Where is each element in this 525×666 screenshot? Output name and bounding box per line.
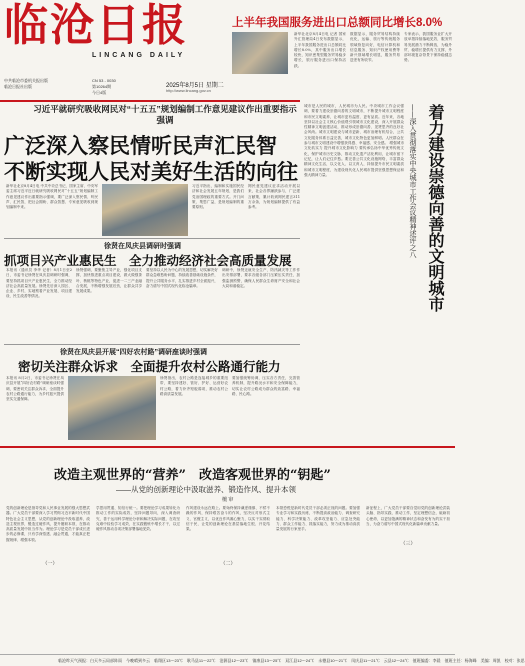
story2-column-1: 本报讯（通讯员 李华 记者）8月1日至2日，市委书记徐贤在凤庆县调研时强调，要坚持抓项目兴产业惠民生，全力推动经济社会高质量发展。徐贤先后深入园区、企业、乡村，实地察看产业发展、项目建设、民生改善等情况。 (6, 268, 72, 299)
lead-story-headline-line-1[interactable]: 广泛深入察民情听民声汇民智 (4, 133, 277, 158)
story2-column-3: 要坚持以人民为中心的发展思想，切实解决好群众急难愁盼问题，持续改善基础设施条件，提升公共服务水平，扎实推进乡村全面振兴，奋力谱写中国式现代化临沧篇章。 (146, 268, 218, 288)
publisher-info (4, 78, 84, 90)
right-column-text: 城市是人民的城市，人民城市为人民。中央城市工作会议强调，要着力建设崇德向善的文明城市，不断提升城市文明程度和市民文明素养，让城市更有温度、更有品质。近年来，各地坚持以社会主义核心价值观引领城市文化建设，深入开展群众性精神文明创建活动，推动形成崇德向善、见贤思齐的良好社会风尚。城市文明建设与城市更新、城市治理有机结合，公共文化服务体系日益完善，城市文化特色更加鲜明。人民群众在参与城市文明建设中增强获得感、幸福感、安全感。 增强城市文化软实力 提升城市文化影响力 要传承弘扬中华优秀传统文化，保护城市历史文脉，推动文化遗产活化利用，让城市留下记忆，让人们记住乡愁。要完善公共文化设施网络，丰富群众精神文化生活，以文化人、以文育人，持续提升市民文明素质和城市文明程度，为建设现代化人民城市提供坚强思想保证和强大精神力量。 (304, 104, 404, 177)
feature-column-3: 作风建设永远在路上。要始终保持谦虚谨慎、不骄不躁的作风，保持艰苦奋斗的作风，坚决反对形式主义、官僚主义，以优良作风凝心聚力，以实干实绩取信于民，让党的创新理论在基层落地生根、开花结果。 (186, 506, 270, 532)
feature-divider (0, 446, 455, 448)
page-count: 今日4版 (92, 90, 107, 95)
issue-number: 第10264期 (92, 84, 112, 89)
feature-headline[interactable]: 改造主观世界的“营养” 改造客观世界的“钥匙” (54, 468, 331, 483)
lead-story-column-1: 新华社北京8月4日电 中共中央总书记、国家主席、中央军委主席习近平近日就研究吸收网民对“十五五”规划编制工作意见建议作出重要指示强调，要广泛深入察民情、听民声、汇民智，把社会期盼、群众智慧、专家意见吸收到规划编制中来。 (6, 184, 98, 210)
section-mark-1: （一） (42, 561, 58, 567)
story2-column-4: 调研中，徐贤还就安全生产、防汛减灾等工作作出安排部署，要求各级各部门压紧压实责任，加强监测预警，确保人民群众生命财产安全和社会大局和谐稳定。 (222, 268, 300, 288)
feature-column-5: 新征程上，广大党员干部要自觉用党的创新理论武装头脑、指导实践、推动工作，坚定理想信念，砥砺初心使命，以更加饱满的精神状态和奋发有为的实干担当，为奋力谱写中国式现代化新篇章贡献力量。 (366, 506, 450, 526)
feature-column-4: 本领恐慌是新时代党员干部必须正视的问题。要加强专业学习和实践历练，不断提高政治能力、调查研究能力、科学决策能力、改革攻坚能力、应急处突能力、群众工作能力、抓落实能力，努力成为推动高质量发展的行家里手。 (276, 506, 360, 532)
lead-story-column-3: 网民意见建议征求活动开展以来，社会各界踊跃参与，广泛建言献策，累计收到网民建言311万余条，为规划编制提供了有益参考。 (248, 184, 300, 210)
footer-weather-credits: 临沧昨天气预报：白天多云局部阵雨 今晚晴到多云 临翔区13～23℃ 耿马县11～22℃ 沧源县12～23℃ 镇康县13～25℃ 双江县12～24℃ 永德县10～21℃ 凤庆县11～21℃ 云县12～24℃ 值班编委：李晨 值班主任：杨海峰 美编：周凯 校对：张思 (0, 654, 455, 665)
masthead-title: 临沧日报 (4, 0, 188, 51)
lead-story-photo (102, 184, 188, 236)
masthead-divider (0, 100, 300, 102)
story3-photo (68, 376, 156, 440)
feature-column-1: 党的创新理论是指导党和人民事业发展的强大思想武器。广大党员干部要深入学习贯彻习近平新时代中国特色社会主义思想，从党的创新理论中汲取滋养，改造主观世界，锻造过硬作风，提升履职本领，在推动高质量发展中担当作为。理论学习是党员干部成长进步的必修课，只有学深悟透、融会贯通，才能真正把握规律、增强本领。 (6, 506, 90, 542)
section-divider-2 (4, 344, 300, 345)
issue-info (92, 78, 148, 96)
website-link[interactable]: http://www.lincang.gov.cn (166, 88, 211, 93)
lead-story-column-2: 习近平指出，编制和实施国民经济和社会发展五年规划，是我们党治国理政的重要方式。开门问策、集思广益，是规划编制的重要原则。 (192, 184, 244, 210)
top-story-headline[interactable]: 上半年我国服务进出口总额同比增长8.0% (232, 17, 443, 29)
story3-column-2: 徐贤指出，农村公路是连接城乡的重要纽带，要坚持建好、管好、护好、运营好农村公路，着力补齐短板弱项，推动农村公路高质量发展。 (160, 376, 228, 396)
cn-number: CN 53 - 0030 (92, 78, 116, 83)
story2-headline[interactable]: 抓项目兴产业惠民生 全力推动经济社会高质量发展 (4, 253, 292, 268)
feature-byline: 檀 审 (222, 497, 234, 503)
story2-column-2: 徐贤强调，要聚焦主导产业，强化项目支撑，加快推进重点项目建设，做大做强茶叶、核桃等特色产业，促进一二三产业融合发展，不断增强发展后劲，让群众共享发展成果。 (76, 268, 142, 294)
masthead (4, 2, 218, 64)
masthead-subtitle: LINCANG DAILY (92, 52, 186, 59)
story3-column-1: 本报讯 8月2日，市委书记徐贤在凤庆县开展“四好农村路”调研座谈时强调，要密切关注群众诉求，全面提升农村公路通行能力，为乡村振兴提供坚实交通保障。 (6, 376, 64, 402)
top-story-column-1: 新华社北京8月4日电 记者 国家外汇管理局4日发布数据显示，上半年我国服务进出口总额同比增长8.0%，其中服务出口增长较快，知识密集型服务贸易稳步增长，旅行服务进出口保持活跃。 (294, 32, 346, 68)
issue-date: 2025年8月5日 星期二 (166, 83, 224, 89)
lead-story-kicker: 习近平就研究吸收网民对“十五五”规划编制工作意见建议作出重要指示强调 (33, 104, 297, 125)
feature-column-2: 学思用贯通、知信行统一。要把理论学习成果转化为推动工作的实际成效，坚持问题导向，深入调查研究，善于运用科学理论分析和解决实际问题，在攻坚克难中检验学习成效，在实践锻炼中增长才干，以过硬作风推动各项决策部署落地见效。 (96, 506, 180, 532)
story3-column-3: 要加强统筹协调，压实各方责任，完善管养机制，提升路况水平和安全保障能力，切实让农村公路成为群众的致富路、幸福路、民心路。 (232, 376, 300, 396)
section-mark-2: （二） (220, 561, 236, 567)
lead-story-headline-line-2[interactable]: 不断实现人民对美好生活的向往 (4, 159, 298, 184)
right-column-headline[interactable]: 着力建设崇德向善的文明城市 (426, 104, 445, 312)
top-story-photo (232, 32, 288, 74)
top-story-column-3: 专家表示，我国服务业扩大开放举措持续落地见效，服务贸易发展潜力不断释放，为稳外贸、稳增长提供有力支撑，外部环境复杂背景下保持稳健态势。 (404, 32, 452, 63)
right-column-subline: ——深入贯彻落实中央城市工作会议精神述评之八 (409, 104, 417, 258)
publisher-org-text: 临沧日报社出版 (4, 84, 32, 89)
top-story-column-2: 数据显示，服务贸易结构持续优化，运输、旅行等传统服务领域恢复向好，电信计算机和信息服务、知识产权使用费等新兴领域增长明显，服务贸易逆差有所收窄。 (350, 32, 400, 63)
publisher-text: 中共临沧市委机关报出版 (4, 78, 48, 83)
section-divider-1 (4, 238, 300, 239)
feature-subline: ——从党的创新理论中汲取滋养、锻造作风、提升本领 (116, 485, 296, 494)
story3-kicker: 徐贤在凤庆县开展“四好农村路”调研座谈时强调 (60, 349, 207, 356)
story3-headline[interactable]: 密切关注群众诉求 全面提升农村公路通行能力 (18, 359, 281, 374)
section-mark-3: （三） (400, 541, 416, 547)
story2-kicker: 徐贤在凤庆县调研时强调 (104, 243, 181, 250)
